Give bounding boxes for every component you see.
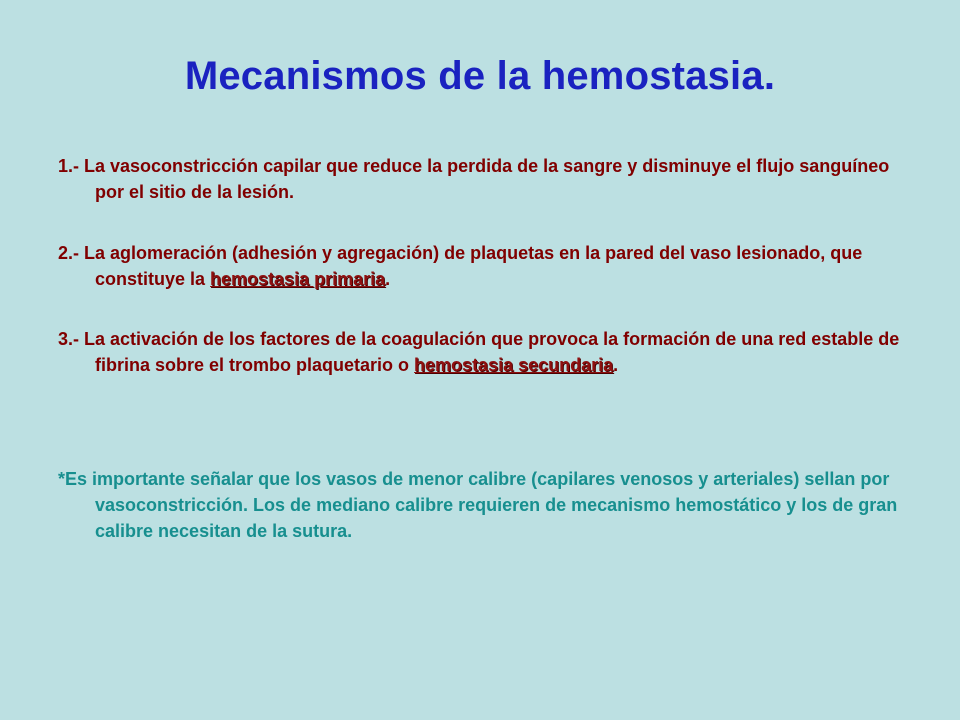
point-2-platelet-aggregation [58,240,915,292]
hemostasia-secundaria-link[interactable]: hemostasia secundaria [414,355,614,375]
point-3-text: 3.- La activación de los factores de la coagulación que provoca la formación de una red estable de fibrina sobre el trombo plaquetario o [58,329,900,375]
point-3-coagulation [58,326,915,378]
point-1-vasoconstriction [58,153,915,205]
important-note [58,466,915,544]
point-1-text: 1.- La vasoconstricción capilar que reduce la perdida de la sangre y disminuye el flujo sanguíneo por el sitio de la lesión. [58,156,890,202]
note-text: *Es importante señalar que los vasos de menor calibre (capilares venosos y arteriales) sellan por vasoconstricción. Los de mediano calibre requieren de mecanismo hemostático y los de gran calibre necesitan de la sutura. [58,469,898,541]
point-3-period: . [613,355,619,375]
hemostasia-primaria-link[interactable]: hemostasia primaria [210,269,386,289]
point-2-period: . [385,269,391,289]
slide-title: Mecanismos de la hemostasia. [184,54,776,98]
point-2-text: 2.- La aglomeración (adhesión y agregación) de plaquetas en la pared del vaso lesionado, que constituye la [58,243,863,289]
